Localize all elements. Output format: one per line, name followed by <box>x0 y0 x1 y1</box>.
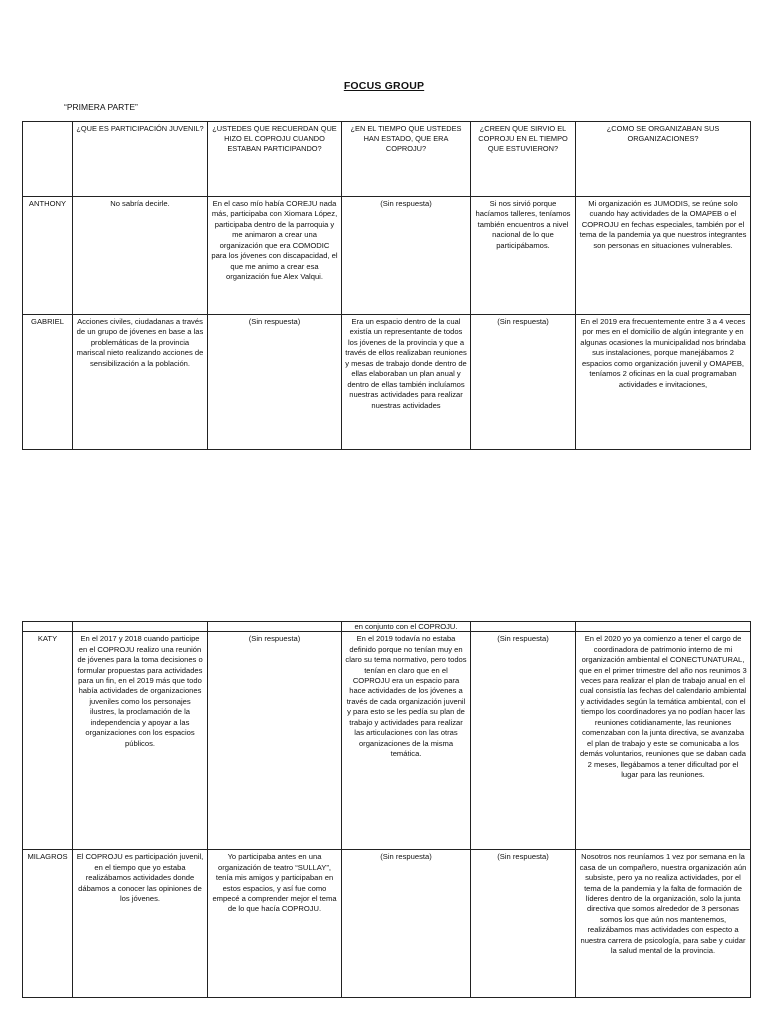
table-cell: (Sin respuesta) <box>471 850 576 998</box>
table-cell: (Sin respuesta) <box>208 315 342 450</box>
table-cell: Acciones civiles, ciudadanas a través de un grupo de jóvenes en base a las problemáticas de la provincia mariscal nieto realizando acciones de sensibilización a la población. <box>73 315 208 450</box>
focus-group-table-page-2 <box>22 621 751 998</box>
header-participacion-juvenil: ¿QUE ES PARTICIPACIÓN JUVENIL? <box>73 122 208 197</box>
header-cell-blank <box>23 122 73 197</box>
table-cell <box>471 622 576 632</box>
table-cell: El COPROJU es participación juvenil, en el tiempo que yo estaba realizábamos actividades donde dábamos a conocer las opiniones de los jóvenes. <box>73 850 208 998</box>
table-row-katy <box>23 632 751 850</box>
table-cell: (Sin respuesta) <box>471 315 576 450</box>
table-row-anthony <box>23 197 751 315</box>
table-cell: Era un espacio dentro de la cual existía un representante de todos los jóvenes de la provincia y que a través de ellos realizaban reuniones y mesas de trabajo donde dentro de ellas elaboraban un plan anual y dentro de ellas también incluíamos nuestras actividades para realizar nuestras actividades <box>342 315 471 450</box>
table-continuation-row <box>23 622 751 632</box>
header-como-se-organizaban: ¿COMO SE ORGANIZABAN SUS ORGANIZACIONES? <box>576 122 751 197</box>
table-cell: En el caso mío había COREJU nada más, participaba con Xiomara López, participaba dentro de la parroquia y me animaron a crear una organización que era COMODIC para los jóvenes con discapacidad, el que me animo a crear esa organización fue Alex Valqui. <box>208 197 342 315</box>
row-name: GABRIEL <box>23 315 73 450</box>
table-cell <box>576 622 751 632</box>
header-que-era-coproju: ¿EN EL TIEMPO QUE USTEDES HAN ESTADO, QUE ERA COPROJU? <box>342 122 471 197</box>
row-name: ANTHONY <box>23 197 73 315</box>
table-cell: (Sin respuesta) <box>208 632 342 850</box>
table-cell: En el 2017 y 2018 cuando participe en el COPROJU realizo una reunión de jóvenes para la toma decisiones o formular propuestas para actividades para un fin, en el 2019 más que todo había actividades de organizaciones juveniles como los personajes ilustres, la proclamación de la independencia y apoyar a las organizaciones con los espacios públicos. <box>73 632 208 850</box>
table-cell: (Sin respuesta) <box>342 197 471 315</box>
row-name: KATY <box>23 632 73 850</box>
row-name: MILAGROS <box>23 850 73 998</box>
table-cell: Yo participaba antes en una organización de teatro “SULLAY”, tenía mis amigos y participaban en estos espacios, y así fue como empecé a comprender mejor el tema de lo que hacía COPROJU. <box>208 850 342 998</box>
table-header-row <box>23 122 751 197</box>
table-cell: En el 2019 todavía no estaba definido porque no tenían muy en claro su tema normativo, pero todos tenían en claro que en el COPROJU era un espacio para hace actividades de los jóvenes a través de cada organización juvenil y para esto se les pedía su plan de trabajo y actividades para realizar las articulaciones con las otras organizaciones de la misma temática. <box>342 632 471 850</box>
table-cell: En el 2020 yo ya comienzo a tener el cargo de coordinadora de patrimonio interno de mi organización ambiental el CONECTUNATURAL, que en el primer trimestre del año nos reunimos 3 veces para realizar el plan de trabajo anual en el cual consistía las fechas del calendario ambiental y actividades según la temática ambiental, con el tiempo los coordinadores ya no podían hacer las reuniones cotidianamente, las reuniones comenzaban con la junta directiva, se avanzaba el plan de trabajo y este se comunicaba a los demás voluntarios, reuniones que se daban cada 2 meses, llegábamos a tener dificultad por el lugar para las reuniones. <box>576 632 751 850</box>
continuation-text: en conjunto con el COPROJU. <box>342 622 471 632</box>
table-cell: No sabría decirle. <box>73 197 208 315</box>
header-sirvio-coproju: ¿CREEN QUE SIRVIO EL COPROJU EN EL TIEMPO QUE ESTUVIERON? <box>471 122 576 197</box>
table-cell <box>73 622 208 632</box>
table-cell: En el 2019 era frecuentemente entre 3 a 4 veces por mes en el domicilio de algún integrante y en algunas ocasiones la municipalidad nos brindaba sus instalaciones, porque manejábamos 2 espacios como organización juvenil y OMAPEB, teníamos 2 oficinas en la cual programaban actividades e invitaciones, <box>576 315 751 450</box>
document-subtitle: “PRIMERA PARTE” <box>64 102 138 112</box>
header-que-hizo-coproju: ¿USTEDES QUE RECUERDAN QUE HIZO EL COPROJU CUANDO ESTABAN PARTICIPANDO? <box>208 122 342 197</box>
table-row-milagros <box>23 850 751 998</box>
table-cell <box>208 622 342 632</box>
table-cell: (Sin respuesta) <box>342 850 471 998</box>
table-row-gabriel <box>23 315 751 450</box>
table-cell: Mi organización es JUMODIS, se reúne solo cuando hay actividades de la OMAPEB o el COPROJU en fechas especiales, también por el tema de la pandemia ya que nuestros integrantes son personas en situaciones vulnerables. <box>576 197 751 315</box>
table-cell: Si nos sirvió porque hacíamos talleres, teníamos también encuentros a nivel nacional de lo que participábamos. <box>471 197 576 315</box>
document-title: FOCUS GROUP <box>343 80 425 92</box>
table-cell: (Sin respuesta) <box>471 632 576 850</box>
table-cell: Nosotros nos reuníamos 1 vez por semana en la casa de un compañero, nuestra organización aún subsiste, pero ya no realiza actividades, por el tema de la pandemia y la falta de formación de líderes dentro de la organización, solo la junta directiva que somos alrededor de 3 personas somos los que aún nos mantenemos, realizábamos mas actividades con especto a nuestra carrera de psicología, para sabe y cuidar la salud mental de la provincia. <box>576 850 751 998</box>
focus-group-table-page-1 <box>22 121 751 450</box>
table-cell <box>23 622 73 632</box>
